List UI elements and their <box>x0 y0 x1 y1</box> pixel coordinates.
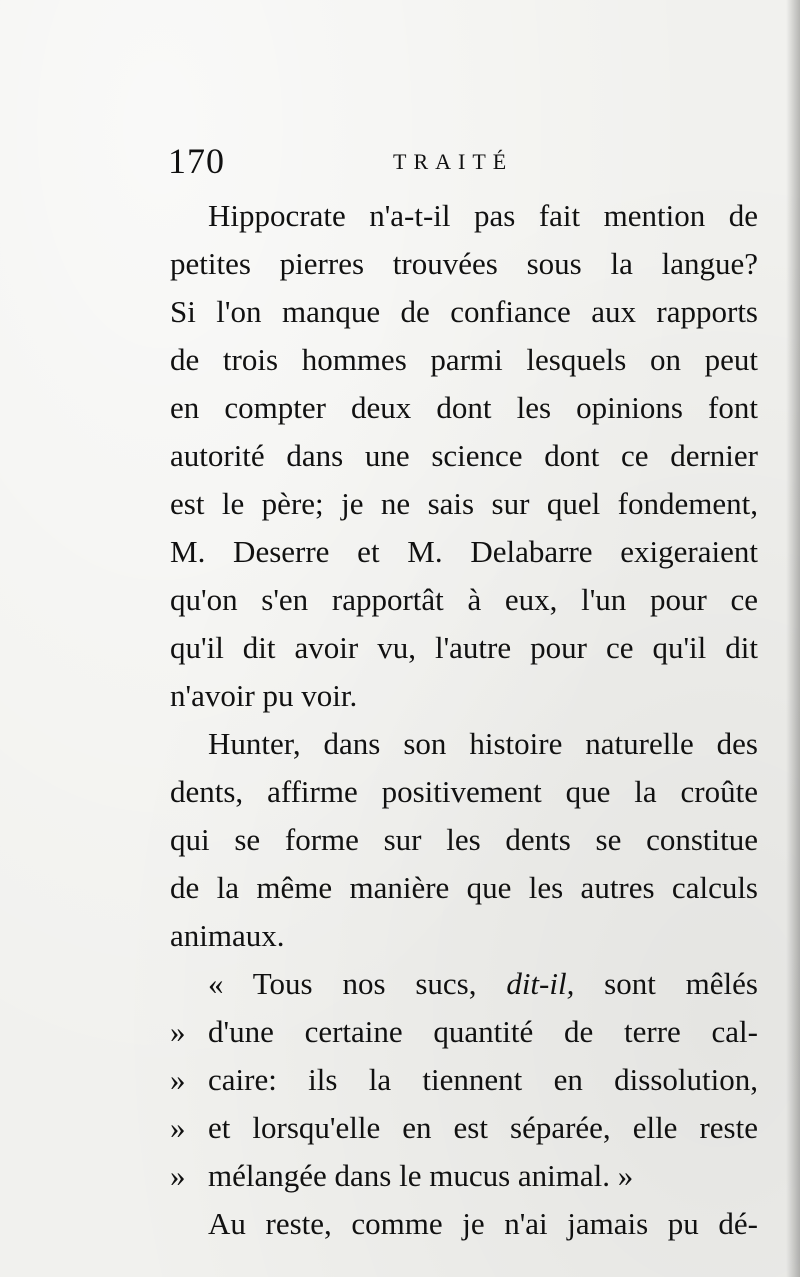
quote-line <box>170 1008 758 1056</box>
text-line: qu'on s'en rapportât à eux, l'un pour ce <box>170 582 758 617</box>
quote-text: mélangée dans le mucus animal. » <box>208 1158 634 1193</box>
quote-line-first <box>208 960 758 1008</box>
text-line: qui se forme sur les dents se constitue <box>170 822 758 857</box>
text-line: qu'il dit avoir vu, l'autre pour ce qu'il dit <box>170 630 758 665</box>
continuation-guillemet: » <box>170 1014 186 1049</box>
text-line: petites pierres trouvées sous la langue? <box>170 246 758 281</box>
text-line: Hippocrate n'a-t-il pas fait mention de <box>208 198 758 233</box>
text-line: en compter deux dont les opinions font <box>170 390 758 425</box>
continuation-guillemet: » <box>170 1110 186 1145</box>
text-line: animaux. <box>170 918 285 953</box>
text-line: de trois hommes parmi lesquels on peut <box>170 342 758 377</box>
text-line: est le père; je ne sais sur quel fondement, <box>170 486 758 521</box>
quote-text: d'une certaine quantité de terre cal- <box>208 1014 758 1049</box>
quote-line <box>170 1152 758 1200</box>
text-line: M. Deserre et M. Delabarre exigeraient <box>170 534 758 569</box>
running-title: TRAITÉ <box>393 149 514 174</box>
page-number: 170 <box>168 141 225 181</box>
continuation-guillemet: » <box>170 1158 186 1193</box>
continuation-guillemet: » <box>170 1062 186 1097</box>
quote-text: Tous nos sucs, <box>252 966 477 1001</box>
text-line: autorité dans une science dont ce dernier <box>170 438 758 473</box>
page-edge-shadow <box>786 0 800 1277</box>
running-head <box>168 136 758 186</box>
text-line: Hunter, dans son histoire naturelle des <box>208 726 758 761</box>
open-guillemet: « <box>208 966 224 1001</box>
quote-attribution: dit-il, <box>506 966 575 1001</box>
quote-line <box>170 1104 758 1152</box>
text-line: n'avoir pu voir. <box>170 678 358 713</box>
text-line: Si l'on manque de confiance aux rapports <box>170 294 758 329</box>
quote-line <box>170 1056 758 1104</box>
text-line: Au reste, comme je n'ai jamais pu dé- <box>208 1206 758 1241</box>
quote-text: sont mêlés <box>604 966 758 1001</box>
text-line: dents, affirme positivement que la croûte <box>170 774 758 809</box>
quote-text: et lorsqu'elle en est séparée, elle reste <box>208 1110 758 1145</box>
quote-text: caire: ils la tiennent en dissolution, <box>208 1062 758 1097</box>
text-line: de la même manière que les autres calculs <box>170 870 758 905</box>
